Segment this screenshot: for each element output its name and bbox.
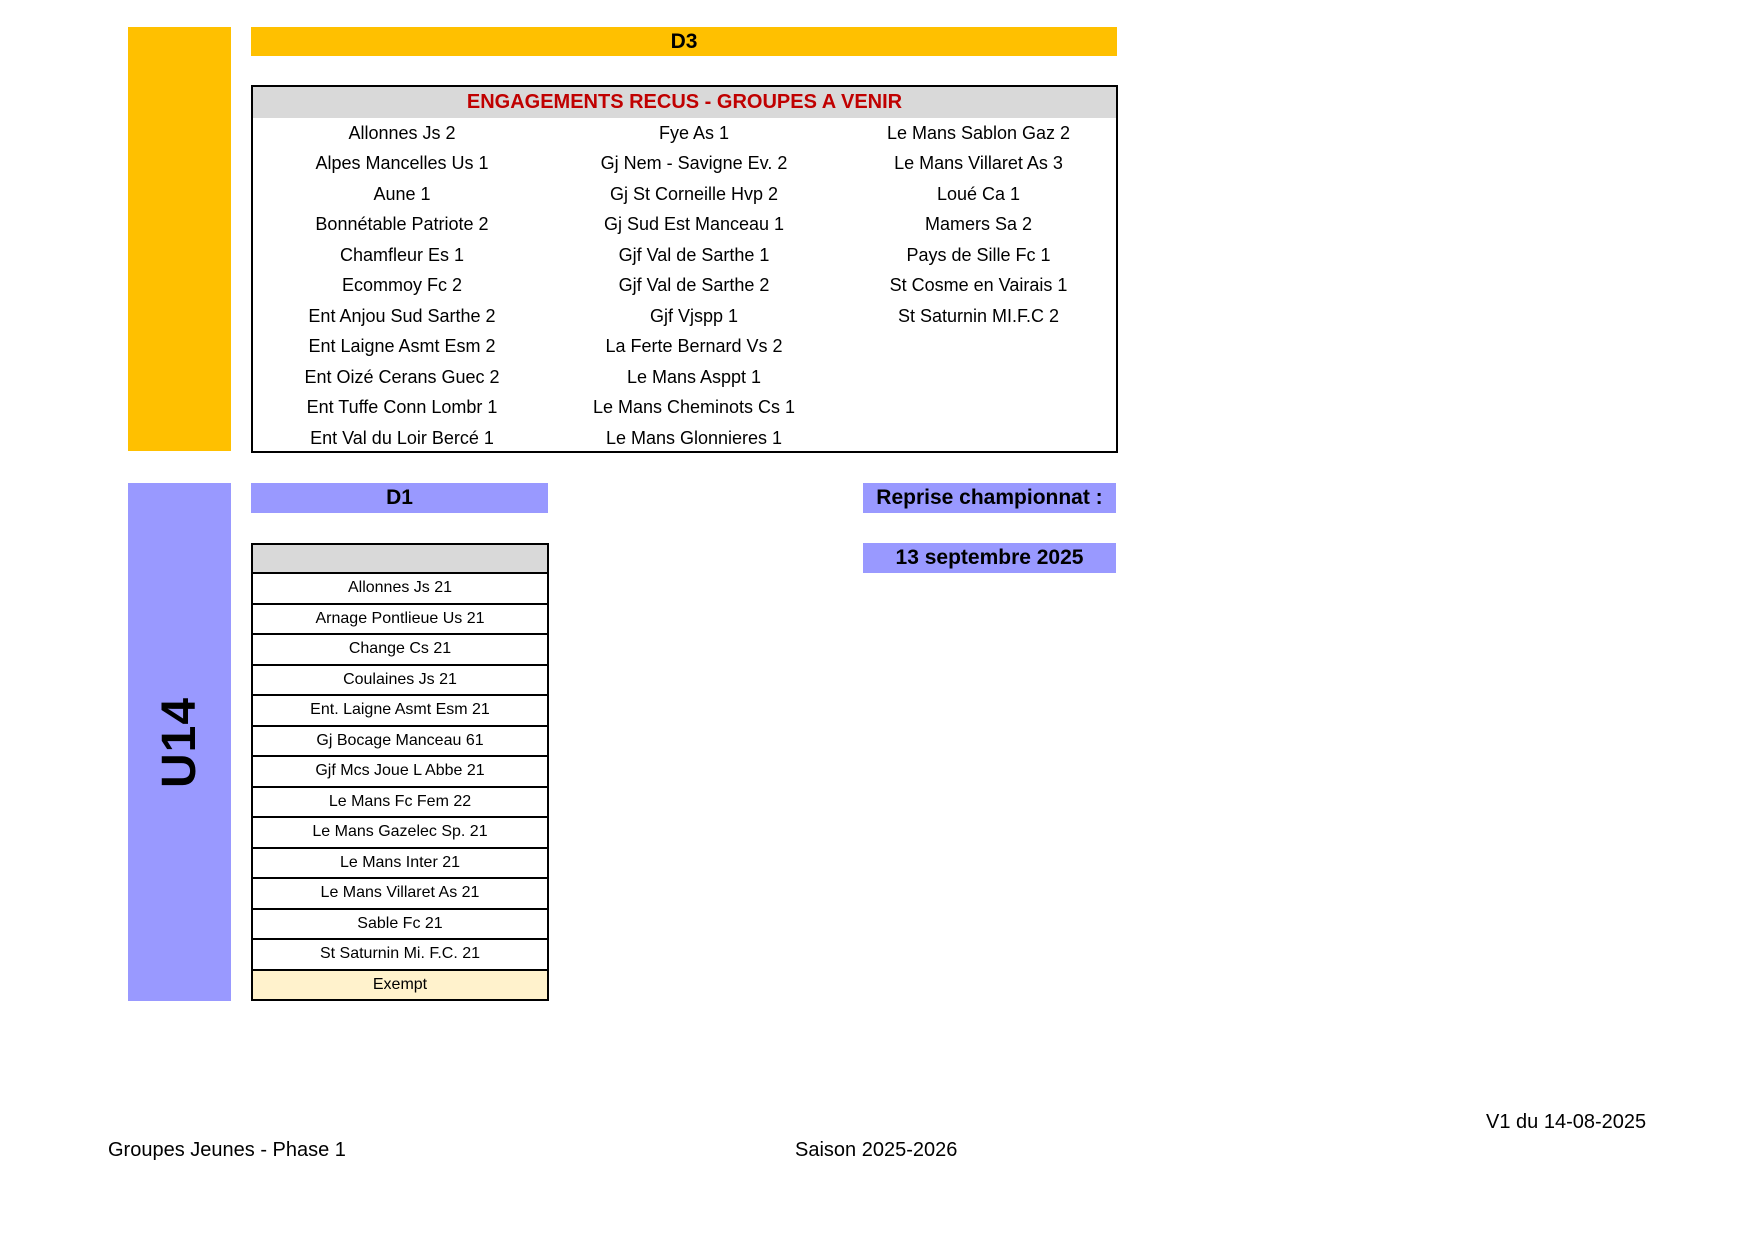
d1-table	[251, 543, 549, 1001]
engagement-team: Gj Nem - Savigne Ev. 2	[600, 153, 788, 174]
d1-team-row: Change Cs 21	[253, 635, 547, 666]
engagement-empty-cell	[837, 393, 1120, 424]
engagement-team: Bonnétable Patriote 2	[315, 214, 489, 235]
d1-title: D1	[251, 483, 548, 513]
d1-team-row: Gjf Mcs Joue L Abbe 21	[253, 757, 547, 788]
d1-team-row: Ent. Laigne Asmt Esm 21	[253, 696, 547, 727]
engagement-empty-cell	[837, 362, 1120, 393]
engagement-team: Allonnes Js 2	[348, 122, 456, 143]
engagement-team: St Saturnin MI.F.C 2	[897, 305, 1060, 326]
engagement-team: Gjf Val de Sarthe 2	[618, 275, 770, 296]
engagement-empty-cell	[837, 423, 1120, 454]
d1-team-row: Le Mans Inter 21	[253, 849, 547, 880]
d1-team-row: Coulaines Js 21	[253, 666, 547, 697]
d1-team-row: Le Mans Fc Fem 22	[253, 788, 547, 819]
engagement-team: Le Mans Asppt 1	[626, 366, 762, 387]
version-label: V1 du 14-08-2025	[1486, 1111, 1647, 1133]
engagement-team: Gj Sud Est Manceau 1	[603, 214, 785, 235]
engagement-team: Mamers Sa 2	[924, 214, 1033, 235]
engagement-team: Fye As 1	[658, 122, 730, 143]
reprise-date: 13 septembre 2025	[863, 543, 1116, 573]
engagement-team: Le Mans Cheminots Cs 1	[592, 397, 796, 418]
d1-team-row: Gj Bocage Manceau 61	[253, 727, 547, 758]
engagement-team: Loué Ca 1	[936, 183, 1021, 204]
engagement-empty-cell	[837, 332, 1120, 363]
engagements-grid	[253, 118, 1116, 454]
d3-side-strip	[128, 27, 231, 451]
engagement-team: Chamfleur Es 1	[339, 244, 465, 265]
engagement-team: Ent Laigne Asmt Esm 2	[308, 336, 496, 357]
footer-left-title: Groupes Jeunes - Phase 1	[108, 1139, 346, 1161]
footer-season: Saison 2025-2026	[795, 1139, 958, 1161]
engagements-title: ENGAGEMENTS RECUS - GROUPES A VENIR	[253, 87, 1116, 118]
d1-team-row: Allonnes Js 21	[253, 574, 547, 605]
d3-title: D3	[251, 27, 1117, 56]
u14-side-label: U14	[153, 696, 206, 788]
d1-team-row: Le Mans Villaret As 21	[253, 879, 547, 910]
d1-team-row: Le Mans Gazelec Sp. 21	[253, 818, 547, 849]
engagements-box	[251, 85, 1118, 453]
engagement-team: Ent Oizé Cerans Guec 2	[304, 366, 500, 387]
engagement-team: Gjf Vjspp 1	[649, 305, 739, 326]
d1-team-row: Arnage Pontlieue Us 21	[253, 605, 547, 636]
engagement-team: La Ferte Bernard Vs 2	[605, 336, 783, 357]
engagement-team: Gjf Val de Sarthe 1	[618, 244, 770, 265]
engagement-team: Ent Anjou Sud Sarthe 2	[308, 305, 496, 326]
d1-table-header	[253, 545, 547, 574]
d1-team-row: Sable Fc 21	[253, 910, 547, 941]
engagement-team: Le Mans Glonnieres 1	[605, 427, 783, 448]
engagement-team: Ent Val du Loir Bercé 1	[310, 427, 494, 448]
engagement-team: Gj St Corneille Hvp 2	[609, 183, 779, 204]
engagement-team: Aune 1	[373, 183, 431, 204]
engagement-team: Pays de Sille Fc 1	[906, 244, 1051, 265]
engagement-team: Ent Tuffe Conn Lombr 1	[306, 397, 498, 418]
engagement-team: Le Mans Sablon Gaz 2	[886, 122, 1071, 143]
engagement-team: St Cosme en Vairais 1	[889, 275, 1068, 296]
engagement-team: Alpes Mancelles Us 1	[315, 153, 489, 174]
engagement-team: Le Mans Villaret As 3	[894, 153, 1063, 174]
d1-team-row: St Saturnin Mi. F.C. 21	[253, 940, 547, 971]
u14-side-strip	[128, 483, 231, 1001]
engagement-team: Ecommoy Fc 2	[341, 275, 463, 296]
reprise-label: Reprise championnat :	[863, 483, 1116, 513]
d1-exempt-row: Exempt	[253, 971, 547, 1002]
